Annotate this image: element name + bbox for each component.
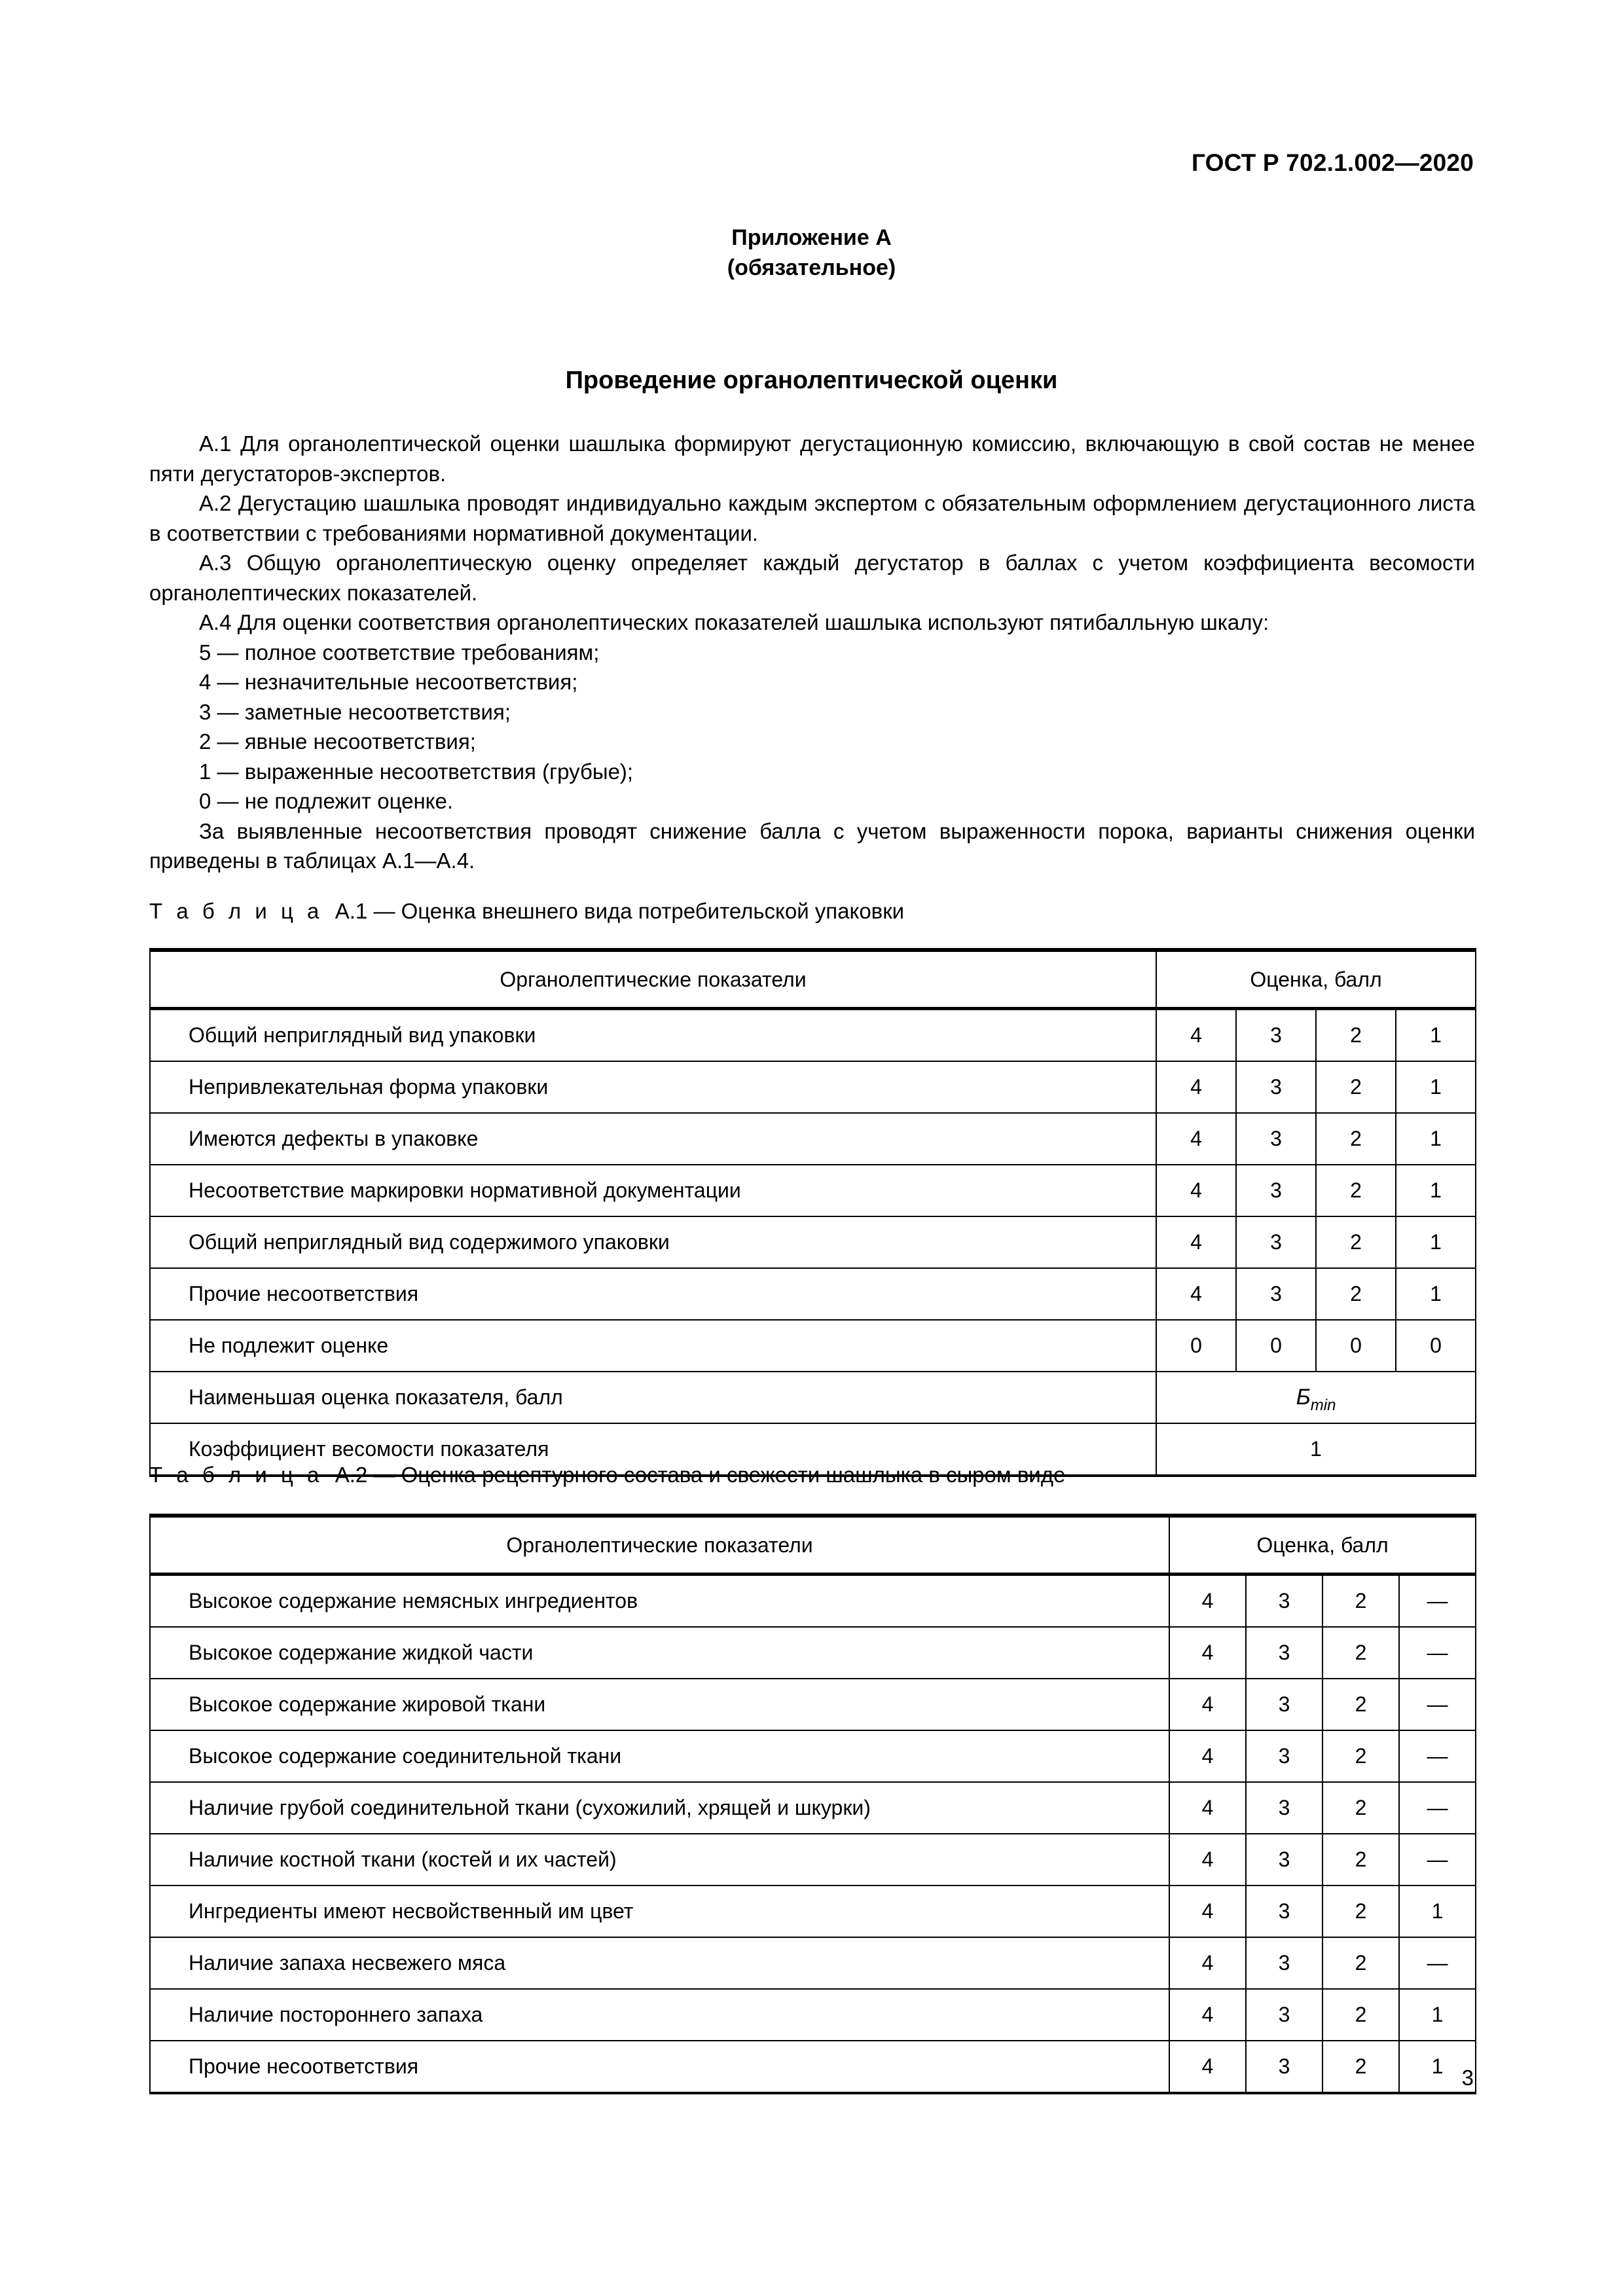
table-a2-caption-label: Т а б л и ц а [149, 1463, 323, 1487]
table-a2-caption [149, 1463, 1065, 1487]
score-cell: 2 [1322, 1627, 1399, 1679]
score-cell: 3 [1246, 1834, 1322, 1886]
score-cell: 1 [1399, 2041, 1476, 2093]
score-cell: 4 [1169, 1679, 1246, 1730]
table-a2 [149, 1514, 1476, 2094]
summary-value-cell [1156, 1372, 1476, 1423]
score-cell: 4 [1169, 1627, 1246, 1679]
score-cell: 2 [1322, 2041, 1399, 2093]
table-row [150, 1834, 1476, 1886]
score-cell: 1 [1396, 1113, 1476, 1165]
score-cell: 4 [1156, 1268, 1236, 1320]
table-a2-header-indicator: Органолептические показатели [150, 1516, 1169, 1575]
score-cell: 3 [1246, 1679, 1322, 1730]
table-row [150, 1627, 1476, 1679]
indicator-cell: Наличие запаха несвежего мяса [150, 1937, 1169, 1989]
table-a2-caption-text: — Оценка рецептурного состава и свежести шашлыка в сыром виде [373, 1463, 1066, 1487]
score-cell: 1 [1399, 1989, 1476, 2041]
page-number: 3 [1461, 2066, 1474, 2090]
paragraph-a2: А.2 Дегустацию шашлыка проводят индивидуально каждым экспертом с обязательным оформлением дегустационного листа в соответствии с требованиями нормативной документации. [149, 491, 1475, 545]
score-cell: 3 [1246, 1886, 1322, 1937]
b-min-symbol: $Б_{min}$ [1296, 1385, 1336, 1414]
score-cell: 0 [1156, 1320, 1236, 1372]
score-cell: 4 [1169, 1575, 1246, 1628]
table-row [150, 1886, 1476, 1937]
score-cell: 3 [1236, 1113, 1316, 1165]
indicator-cell: Общий неприглядный вид упаковки [150, 1009, 1156, 1062]
indicator-cell: Наличие костной ткани (костей и их частей) [150, 1834, 1169, 1886]
table-a1-header-score: Оценка, балл [1156, 950, 1476, 1009]
score-cell: — [1399, 1627, 1476, 1679]
indicator-cell: Высокое содержание соединительной ткани [150, 1730, 1169, 1782]
standard-id-header: ГОСТ Р 702.1.002—2020 [1191, 149, 1474, 176]
paragraph-closing: За выявленные несоответствия проводят снижение балла с учетом выраженности порока, варианты снижения оценки приведены в таблицах А.1—А.4. [149, 818, 1475, 873]
indicator-cell: Высокое содержание немясных ингредиентов [150, 1575, 1169, 1628]
score-cell: 2 [1316, 1061, 1396, 1113]
table-row [150, 1268, 1476, 1320]
table-a2-header-row [150, 1516, 1476, 1575]
indicator-cell: Ингредиенты имеют несвойственный им цвет [150, 1886, 1169, 1937]
table-row [150, 1937, 1476, 1989]
score-cell: — [1399, 1782, 1476, 1834]
table-row [150, 2041, 1476, 2093]
score-cell: — [1399, 1679, 1476, 1730]
score-cell: 2 [1316, 1009, 1396, 1062]
table-a1 [149, 948, 1476, 1477]
table-a1-header-indicator: Органолептические показатели [150, 950, 1156, 1009]
score-cell: 3 [1246, 1782, 1322, 1834]
score-cell: 3 [1246, 2041, 1322, 2093]
score-cell: 4 [1169, 1886, 1246, 1937]
table-row [150, 1679, 1476, 1730]
score-cell: 4 [1169, 1730, 1246, 1782]
score-cell: 2 [1316, 1165, 1396, 1216]
table-row [150, 1730, 1476, 1782]
table-row [150, 1061, 1476, 1113]
score-cell: 2 [1322, 1937, 1399, 1989]
annex-title: Приложение А [731, 225, 892, 250]
table-a1-caption [149, 899, 904, 924]
score-cell: 3 [1246, 1730, 1322, 1782]
table-row [150, 1165, 1476, 1216]
summary-label-cell: Коэффициент весомости показателя [150, 1423, 1156, 1476]
indicator-cell: Прочие несоответствия [150, 2041, 1169, 2093]
score-cell: 3 [1236, 1165, 1316, 1216]
table-row [150, 1575, 1476, 1628]
summary-value-cell: 1 [1156, 1423, 1476, 1476]
score-cell: 1 [1396, 1009, 1476, 1062]
score-cell: 4 [1156, 1061, 1236, 1113]
score-cell: 2 [1322, 1679, 1399, 1730]
scale-item-5: 5 — полное соответствие требованиям; [199, 640, 600, 665]
score-cell: 2 [1322, 1782, 1399, 1834]
scale-item-0: 0 — не подлежит оценке. [199, 789, 454, 813]
score-cell: 2 [1316, 1216, 1396, 1268]
paragraph-a3: А.3 Общую органолептическую оценку определяет каждый дегустатор в баллах с учетом коэффициента весомости органолептических показателей. [149, 551, 1475, 605]
scale-item-1: 1 — выраженные несоответствия (грубые); [199, 759, 634, 784]
score-cell: 3 [1246, 1575, 1322, 1628]
table-a1-header-row [150, 950, 1476, 1009]
score-cell: 2 [1316, 1113, 1396, 1165]
indicator-cell: Имеются дефекты в упаковке [150, 1113, 1156, 1165]
indicator-cell: Наличие грубой соединительной ткани (сухожилий, хрящей и шкурки) [150, 1782, 1169, 1834]
score-cell: 1 [1396, 1061, 1476, 1113]
table-a2-header-score: Оценка, балл [1169, 1516, 1476, 1575]
table-row [150, 1113, 1476, 1165]
score-cell: 1 [1396, 1165, 1476, 1216]
score-cell: 4 [1169, 1937, 1246, 1989]
indicator-cell: Высокое содержание жидкой части [150, 1627, 1169, 1679]
annex-subtitle: (обязательное) [727, 255, 896, 280]
table-row [150, 1782, 1476, 1834]
score-cell: 3 [1246, 1937, 1322, 1989]
score-cell: 2 [1322, 1730, 1399, 1782]
score-cell: — [1399, 1834, 1476, 1886]
score-cell: 0 [1396, 1320, 1476, 1372]
score-cell: 4 [1169, 1782, 1246, 1834]
score-cell: 3 [1236, 1009, 1316, 1062]
score-cell: 2 [1322, 1886, 1399, 1937]
table-row [150, 1320, 1476, 1372]
scale-item-3: 3 — заметные несоответствия; [199, 699, 511, 724]
score-cell: 3 [1236, 1216, 1316, 1268]
score-cell: 4 [1156, 1009, 1236, 1062]
table-row [150, 1989, 1476, 2041]
paragraph-a1: А.1 Для органолептической оценки шашлыка формируют дегустационную комиссию, включающую в свой состав не менее пяти дегустаторов-экспертов. [149, 431, 1475, 486]
page-title: Проведение органолептической оценки [565, 367, 1058, 394]
score-cell: 4 [1169, 1989, 1246, 2041]
score-cell: 1 [1396, 1216, 1476, 1268]
scale-item-2: 2 — явные несоответствия; [199, 729, 476, 754]
score-cell: 0 [1236, 1320, 1316, 1372]
table-a1-caption-text: — Оценка внешнего вида потребительской упаковки [373, 899, 905, 923]
indicator-cell: Наличие постороннего запаха [150, 1989, 1169, 2041]
body-text [149, 429, 1475, 876]
table-a1-caption-label: Т а б л и ц а [149, 899, 323, 923]
score-cell: 2 [1316, 1268, 1396, 1320]
table-a1-caption-number: А.1 [335, 899, 368, 923]
indicator-cell: Высокое содержание жировой ткани [150, 1679, 1169, 1730]
score-cell: — [1399, 1730, 1476, 1782]
indicator-cell: Несоответствие маркировки нормативной документации [150, 1165, 1156, 1216]
score-cell: 1 [1396, 1268, 1476, 1320]
table-a2-caption-number: А.2 [335, 1463, 368, 1487]
score-cell: 3 [1236, 1268, 1316, 1320]
score-cell: 4 [1169, 2041, 1246, 2093]
score-cell: 4 [1156, 1113, 1236, 1165]
score-cell: — [1399, 1575, 1476, 1628]
score-cell: 4 [1156, 1216, 1236, 1268]
score-cell: 4 [1156, 1165, 1236, 1216]
score-cell: 1 [1399, 1886, 1476, 1937]
summary-label-cell: Наименьшая оценка показателя, балл [150, 1372, 1156, 1423]
score-cell: 0 [1316, 1320, 1396, 1372]
table-row [150, 1009, 1476, 1062]
paragraph-a4: А.4 Для оценки соответствия органолептических показателей шашлыка используют пятибалльную шкалу: [199, 610, 1269, 634]
indicator-cell: Прочие несоответствия [150, 1268, 1156, 1320]
scale-item-4: 4 — незначительные несоответствия; [199, 670, 578, 694]
score-cell: 3 [1236, 1061, 1316, 1113]
indicator-cell: Непривлекательная форма упаковки [150, 1061, 1156, 1113]
score-cell: 3 [1246, 1627, 1322, 1679]
score-cell: — [1399, 1937, 1476, 1989]
table-summary-row [150, 1372, 1476, 1423]
annex-heading-block [0, 223, 1623, 283]
score-cell: 4 [1169, 1834, 1246, 1886]
score-cell: 2 [1322, 1834, 1399, 1886]
score-cell: 2 [1322, 1575, 1399, 1628]
score-cell: 3 [1246, 1989, 1322, 2041]
score-cell: 2 [1322, 1989, 1399, 2041]
indicator-cell: Не подлежит оценке [150, 1320, 1156, 1372]
table-row [150, 1216, 1476, 1268]
indicator-cell: Общий неприглядный вид содержимого упаковки [150, 1216, 1156, 1268]
